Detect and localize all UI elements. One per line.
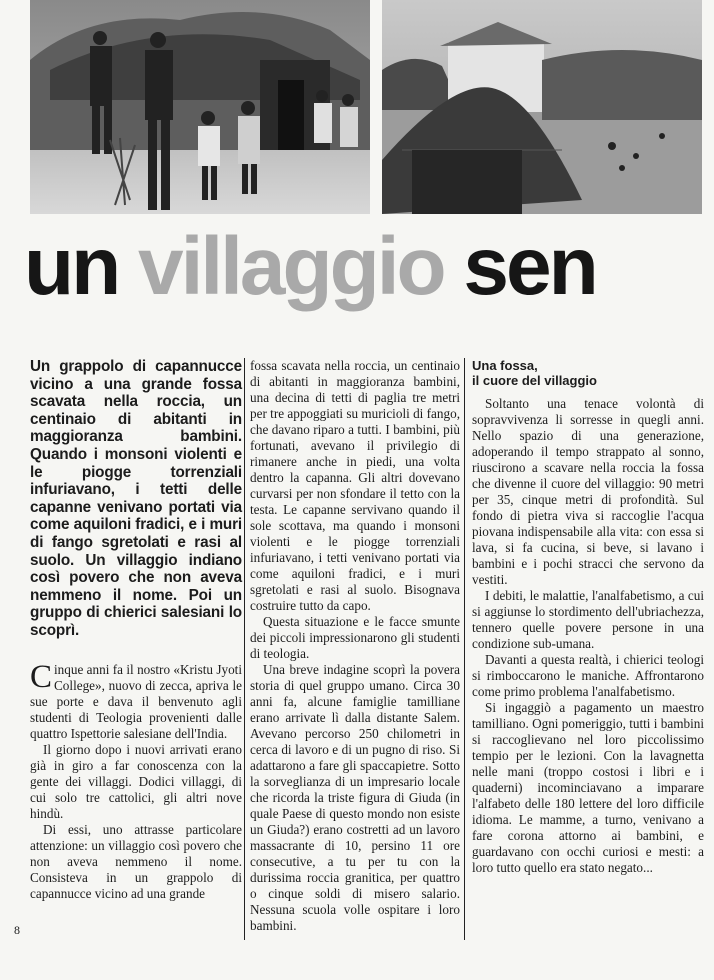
section-subheading [472, 358, 704, 388]
photo-village-people [30, 0, 370, 214]
paragraph-text: inque anni fa il nostro «Kristu Jyoti College», nuovo di zecca, apriva le sue porte e dava il benvenuto agli studenti di Teologia provenienti dalle quattro Ispettorie salesiane dell'India. [30, 661, 242, 741]
body-paragraph [30, 658, 242, 742]
column-divider [244, 358, 245, 940]
headline-part-villaggio: villaggio [137, 221, 444, 312]
body-paragraph: Di essi, uno attrasse particolare attenzione: un villaggio così povero che non aveva nemmeno il nome. Consisteva in un grappolo di capannucce vicino ad una grande [30, 821, 242, 901]
photo-village-huts [382, 0, 702, 214]
drop-cap: C [30, 658, 53, 695]
body-paragraph: Si ingaggiò a pagamento un maestro tamilliano. Ogni pomeriggio, tutti i bambini si raccoglievano nel loro piccolissimo tempio per le lezioni. Con la lavagnetta nelle mani (troppo costosi i libri e i quaderni) incominciavano a imparare l'alfabeto delle 180 lettere del loro difficile idioma. Le mamme, a turno, venivano a fare corona attorno ai bambini, e guardavano con occhi curiosi e mesti: a loro tutto quello era stato negato... [472, 700, 704, 875]
column-divider [464, 358, 465, 940]
body-paragraph: Una breve indagine scoprì la povera storia di quel gruppo umano. Circa 30 anni fa, alcune famiglie tamilliane erano arrivate lì dalla distante Salem. Avevano percorso 250 chilometri in cerca di lavoro e di un pugno di riso. Si adattarono a fare gli spaccapietre. Sotto la sorveglianza di un impresario locale che ricorda la triste figura di Giuda (in quale Paese di questo mondo non esiste un Giuda?) erano costretti ad un lavoro massacrante di 10, persino 11 ore consecutive, a tu per tu con la durissima roccia granitica, per quattro o cinque soldi di misero salario. Nessuna scuola volle ospitare i loro bambini. [250, 662, 460, 933]
body-paragraph: Il giorno dopo i nuovi arrivati erano già in giro a far conoscenza con la gente dei villaggi. Dodici villaggi, di cui solo tre cattolici, gli altri nove hindù. [30, 741, 242, 821]
column-3 [472, 358, 704, 876]
body-paragraph: fossa scavata nella roccia, un centinaio di abitanti in maggioranza bambini, una decina di tetti di paglia tre metri per tre appoggiati su muricioli di fango, che davano riparo a tutti. I bambini, più fortunati, avevano il privilegio di rimanere anche in piedi, una volta dentro la capanna. Gli altri dovevano curvarsi per non sfondare il tetto con la testa. Le capanne servivano quando il sole scottava, ma quando i monsoni violenti e le piogge torrenziali infuriavano, i tetti venivano portati via come aquiloni fradici, e i muri sgretolati e rasi al suolo. Bisognava costruire tutto da capo. [250, 358, 460, 613]
page-number: 8 [14, 923, 20, 937]
body-paragraph: Soltanto una tenace volontà di sopravvivenza li sorresse in quegli anni. Nello spazio di una generazione, adoperando il tempo strappato al sonno, riuscirono a scavare nella roccia la fossa che divenne il cuore del villaggio: 90 metri per 35, cinque metri di profondità. Sul fondo di pietra viva si raccoglie l'acqua piovana indispensabile alla vita: con essa si lava, si fa cucina, si beve, si lavano i bambini e i pochi stracci che servono da vestiti. [472, 396, 704, 587]
body-paragraph: Questa situazione e le facce smunte dei piccoli impressionarono gli studenti di teologia. [250, 614, 460, 661]
lead-paragraph: Un grappolo di capannucce vicino a una grande fossa scavata nella roccia, un centinaio di abitanti in maggioranza bambini. Quando i monsoni violenti e le piogge torrenziali infuriavano, i tetti delle capanne venivano portati via come aquiloni fradici, e i muri di fango sgretolati e rasi al suolo. Un villaggio indiano così povero che non aveva nemmeno il nome. Poi un gruppo di chierici salesiani lo scoprì. [30, 358, 242, 639]
headline [24, 222, 714, 312]
body-paragraph: Davanti a questa realtà, i chierici teologi si rimboccarono le maniche. Affrontarono come primo problema l'analfabetismo. [472, 652, 704, 699]
subheading-line: Una fossa, [472, 358, 538, 373]
subheading-line: il cuore del villaggio [472, 373, 597, 388]
column-2 [250, 358, 460, 934]
headline-part-sen: sen [443, 221, 596, 312]
column-1 [30, 358, 242, 902]
headline-part-un: un [24, 221, 138, 312]
body-paragraph: I debiti, le malattie, l'analfabetismo, a cui si aggiunse lo stordimento dell'ubriachezza, tennero quelle povere persone in una condizione sub-umana. [472, 588, 704, 651]
